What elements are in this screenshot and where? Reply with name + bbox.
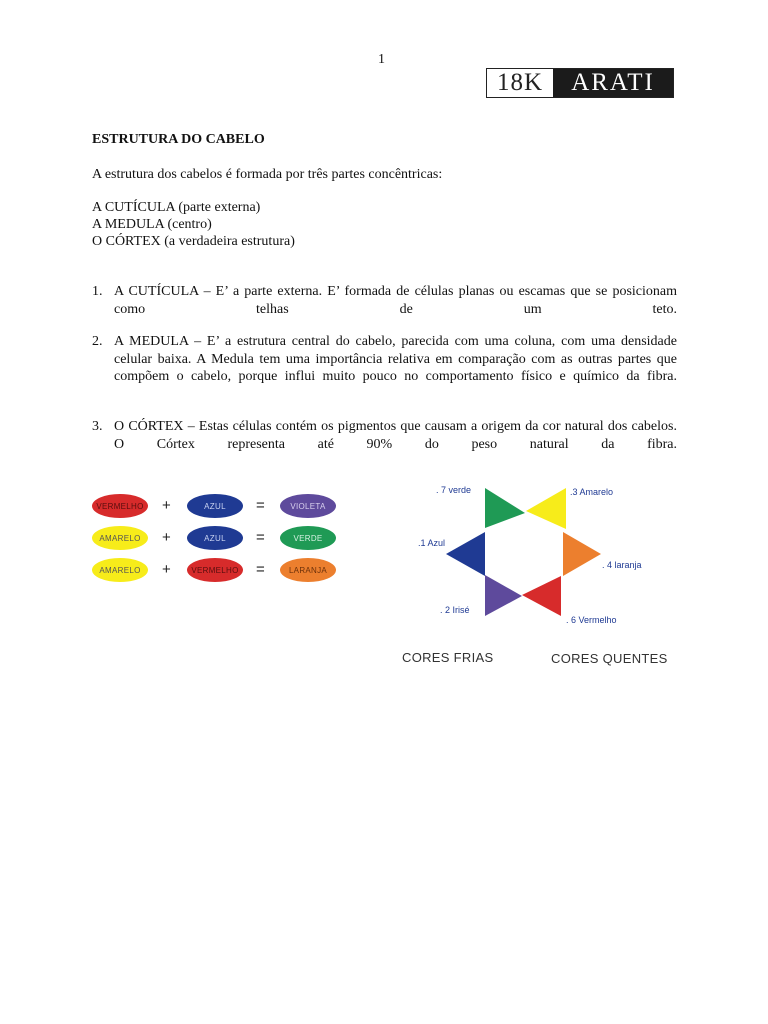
list-item-cuticula [92,283,677,336]
color-star-diagram [396,474,686,634]
triangle-amarelo [526,488,566,529]
logo-right-text: ARATI [553,69,673,97]
part-cortex: O CÓRTEX (a verdadeira estrutura) [92,234,295,249]
oval-vermelho: VERMELHO [187,558,243,582]
plus-sign: + [162,497,171,514]
cool-colors-label: CORES FRIAS [402,650,494,665]
triangle-azul [446,532,485,576]
intro-paragraph: A estrutura dos cabelos é formada por três partes concêntricas: [92,167,443,182]
oval-azul: AZUL [187,526,243,550]
document-title: ESTRUTURA DO CABELO [92,132,265,147]
oval-laranja: LARANJA [280,558,336,582]
oval-violeta: VIOLETA [280,494,336,518]
list-text: A CUTÍCULA – E’ a parte externa. E’ formada de células planas ou escamas que se posicionam como telhas de um teto. [114,284,677,317]
label-azul: .1 Azul [418,538,446,548]
list-number: 3. [92,419,103,434]
list-number: 2. [92,334,103,349]
label-verde: . 7 verde [436,485,472,495]
oval-azul: AZUL [187,494,243,518]
page-number: 1 [378,52,385,67]
equals-sign: = [256,561,265,578]
warm-colors-label: CORES QUENTES [551,651,668,666]
logo-left-text: 18K [487,69,553,97]
triangle-vermelho [522,576,561,616]
plus-sign: + [162,529,171,546]
list-number: 1. [92,284,103,299]
list-text: O CÓRTEX – Estas células contém os pigmentos que causam a origem da cor natural dos cabelos. O Córtex representa até 90% do peso natural da fibra. [114,419,677,452]
part-medula: A MEDULA (centro) [92,217,212,232]
equals-sign: = [256,497,265,514]
triangle-irise [485,575,522,616]
list-text: A MEDULA – E’ a estrutura central do cabelo, parecida com uma coluna, com uma densidade celular baixa. A Medula tem uma importância relativa em comparação com as outras partes que compõem o cabelo, porque influi muito pouco no comportamento físico e químico da fibra. [114,334,677,384]
triangle-verde [485,488,525,528]
label-laranja: . 4 laranja [602,560,642,570]
oval-amarelo: AMARELO [92,526,148,550]
plus-sign: + [162,561,171,578]
triangle-laranja [563,532,601,576]
label-vermelho: . 6 Vermelho [566,615,617,625]
mix-row-verde [92,526,342,550]
list-item-cortex [92,418,677,471]
mix-row-violeta [92,494,342,518]
oval-amarelo: AMARELO [92,558,148,582]
equals-sign: = [256,529,265,546]
oval-vermelho: VERMELHO [92,494,148,518]
label-irise: . 2 Irisé [440,605,470,615]
oval-verde: VERDE [280,526,336,550]
part-cuticula: A CUTÍCULA (parte externa) [92,200,261,215]
brand-logo [486,68,674,98]
mix-row-laranja [92,558,342,582]
label-amarelo: .3 Amarelo [570,487,614,497]
list-item-medula [92,333,677,403]
